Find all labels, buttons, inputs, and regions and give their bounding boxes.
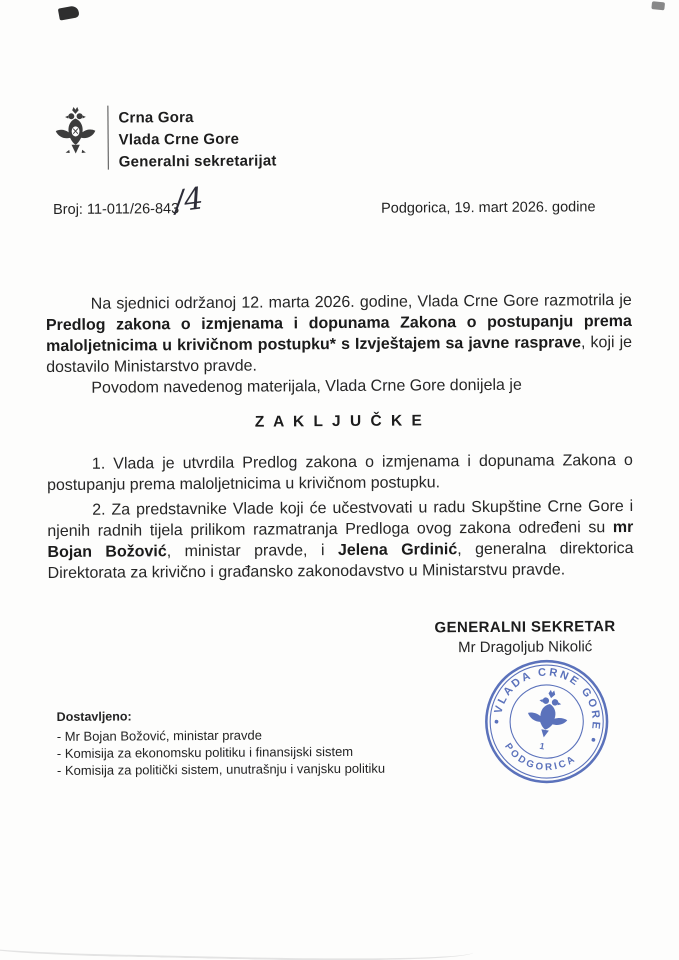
i2-text-2: , ministar pravde, i — [166, 542, 338, 561]
stamp-dot-left — [494, 719, 498, 723]
scan-artifact-top-right — [651, 1, 665, 10]
coat-of-arms-icon — [52, 105, 98, 171]
stamp-dot-right — [591, 738, 595, 742]
org-country: Crna Gora — [118, 109, 194, 127]
place-and-date: Podgorica, 19. mart 2026. godine — [381, 199, 596, 217]
conclusion-item-2 — [47, 496, 634, 584]
signature-name: Mr Dragoljub Nikolić — [458, 638, 593, 657]
handwritten-number: /4 — [171, 181, 206, 220]
distribution-item: - Komisija za ekonomsku politiku i finansijski sistem — [56, 743, 354, 761]
stamp-ring-text-bottom: PODGORICA — [502, 741, 579, 774]
p1-text-1: Na sjednici održanoj 12. marta 2026. godine, Vlada Crne Gore razmotrila je — [90, 291, 632, 313]
distribution-item: - Komisija za politički sistem, unutrašnju i vanjsku politiku — [56, 760, 386, 778]
conclusion-item-1: 1. Vlada je utvrdila Predlog zakona o izmjenama i dopunama Zakona o postupanju prema maloljetnicima u krivičnom postupku. — [46, 451, 633, 495]
paragraph-povodom: Povodom navedenog materijala, Vlada Crne Gore donijela je — [91, 376, 522, 397]
paragraph-intro — [46, 290, 633, 378]
stamp-ring-text-top: VLADA CRNE GORE — [492, 666, 602, 732]
p1-text-2: , koji je dostavilo Ministarstvo pravde. — [46, 333, 633, 377]
official-stamp — [467, 642, 626, 801]
org-government: Vlada Crne Gore — [118, 130, 240, 149]
distribution-item: - Mr Bojan Božović, ministar pravde — [56, 727, 263, 744]
stamp-seal — [467, 642, 626, 801]
p1-bold-title: Predlog zakona o izmjenama i dopunama Zakona o postupanju prema maloljetnicima u krivičnom postupku* s Izvještajem sa javne rasprave — [45, 312, 632, 356]
distribution-label: Dostavljeno: — [56, 709, 132, 724]
distribution-list — [57, 708, 385, 779]
letterhead — [52, 103, 276, 174]
org-secretariat: Generalni sekretarijat — [118, 152, 277, 171]
scan-artifact-top-left — [58, 5, 80, 20]
i2-bold-name-1: mr Bojan Božović — [47, 518, 634, 562]
document-body — [46, 290, 634, 584]
i2-text-3: , generalna direktorica Direktorata za krivično i građansko zakonodavstvo u Ministarstvu pravde. — [47, 539, 634, 583]
stamp-eagle-icon — [524, 687, 572, 742]
letterhead-divider — [107, 106, 108, 170]
stamp-number: 1 — [538, 740, 546, 752]
i2-bold-name-2: Jelena Grdinić — [337, 541, 458, 560]
i2-text-1: 2. Za predstavnike Vlade koji će učestvovati u radu Skupštine Crne Gore i njenih radnih tijela prilikom razmatranja Predloga ovog zakona određeni su — [47, 497, 634, 541]
conclusions-heading: Z A K L J U Č K E — [254, 412, 425, 431]
signature-title: GENERALNI SEKRETAR — [434, 618, 616, 637]
letterhead-text — [118, 103, 276, 173]
document-number: Broj: 11-011/26-843 — [53, 201, 180, 218]
scan-page-edge — [0, 928, 473, 960]
